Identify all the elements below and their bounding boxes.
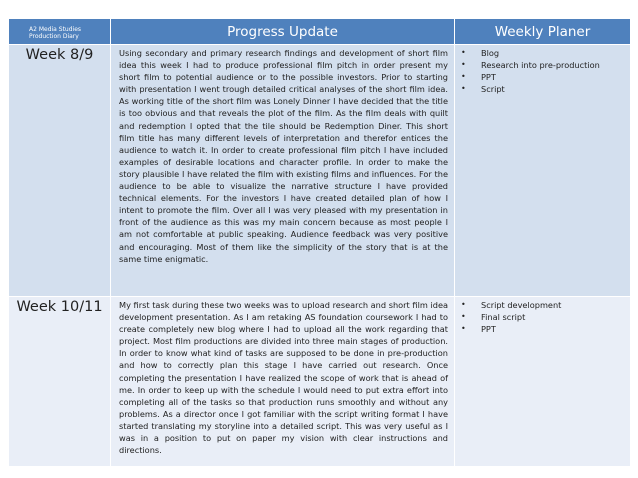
header-row <box>9 19 631 45</box>
progress-text: Using secondary and primary research findings and development of short film idea this week I had to produce professional film pitch in order present my short film to potential audience or to the possible investors. Prior to starting with presentation I went trough detailed critical analyses of the short film idea. As working title of the short film was Lonely Dinner I have decided that the title is too obvious and that reveals the plot of the film. As the film deals with quilt and redemption I opted that the tile should be Redemption Diner. This short film title has many different levels of interpretation and therefor entices the audience to watch it. In order to create professional film pitch I have included examples of desirable locations and character profile. In order to make the story plausible I have related the film with existing films and influences. For the audience to be able to visualize the narrative structure I have provided technical elements. For the investors I have created detailed plan of how I intent to promote the film. Over all I was very pleased with my presentation in front of the audience as this was my main concern because as most people I am not comfortable at public speaking. Audience feedback was very positive and encouraging. Most of them like the simplicity of the story that is at the same time enigmatic. <box>111 45 455 297</box>
table-row <box>9 297 631 467</box>
list-item: • PPT <box>481 323 630 335</box>
list-item: • Research into pre-production <box>481 59 630 71</box>
progress-update-heading: Progress Update <box>111 19 455 45</box>
list-item: • PPT <box>481 71 630 83</box>
weekly-planner-heading: Weekly Planer <box>455 19 631 45</box>
list-item: • Blog <box>481 47 630 59</box>
progress-text: My first task during these two weeks was to upload research and short film idea development presentation. As I am retaking AS foundation coursework I had to create completely new blog where I had to upload all the work regarding that project. Most film productions are divided into three main stages of production. In order to know what kind of tasks are supposed to be done in pre-production and how to correctly plan this stage I have carried out research. Once completing the presentation I have realized the scope of work that is ahead of me. In order to keep up with the schedule I would need to put extra effort into completing all of the tasks so that production runs smoothly and without any problems. As a director once I got familiar with the script writing format I have started translating my storyline into a detailed script. This was very useful as I was in a position to put on paper my vision with clear instructions and directions. <box>111 297 455 467</box>
table-row <box>9 45 631 297</box>
plan-list <box>455 297 630 335</box>
list-item: • Script development <box>481 299 630 311</box>
production-diary-table <box>8 18 631 467</box>
diary-title: A2 Media Studies Production Diary <box>9 19 111 45</box>
list-item: • Script <box>481 83 630 95</box>
plan-cell <box>455 45 631 297</box>
week-label: Week 10/11 <box>9 297 111 467</box>
plan-cell <box>455 297 631 467</box>
plan-list <box>455 45 630 95</box>
list-item: • Final script <box>481 311 630 323</box>
week-label: Week 8/9 <box>9 45 111 297</box>
